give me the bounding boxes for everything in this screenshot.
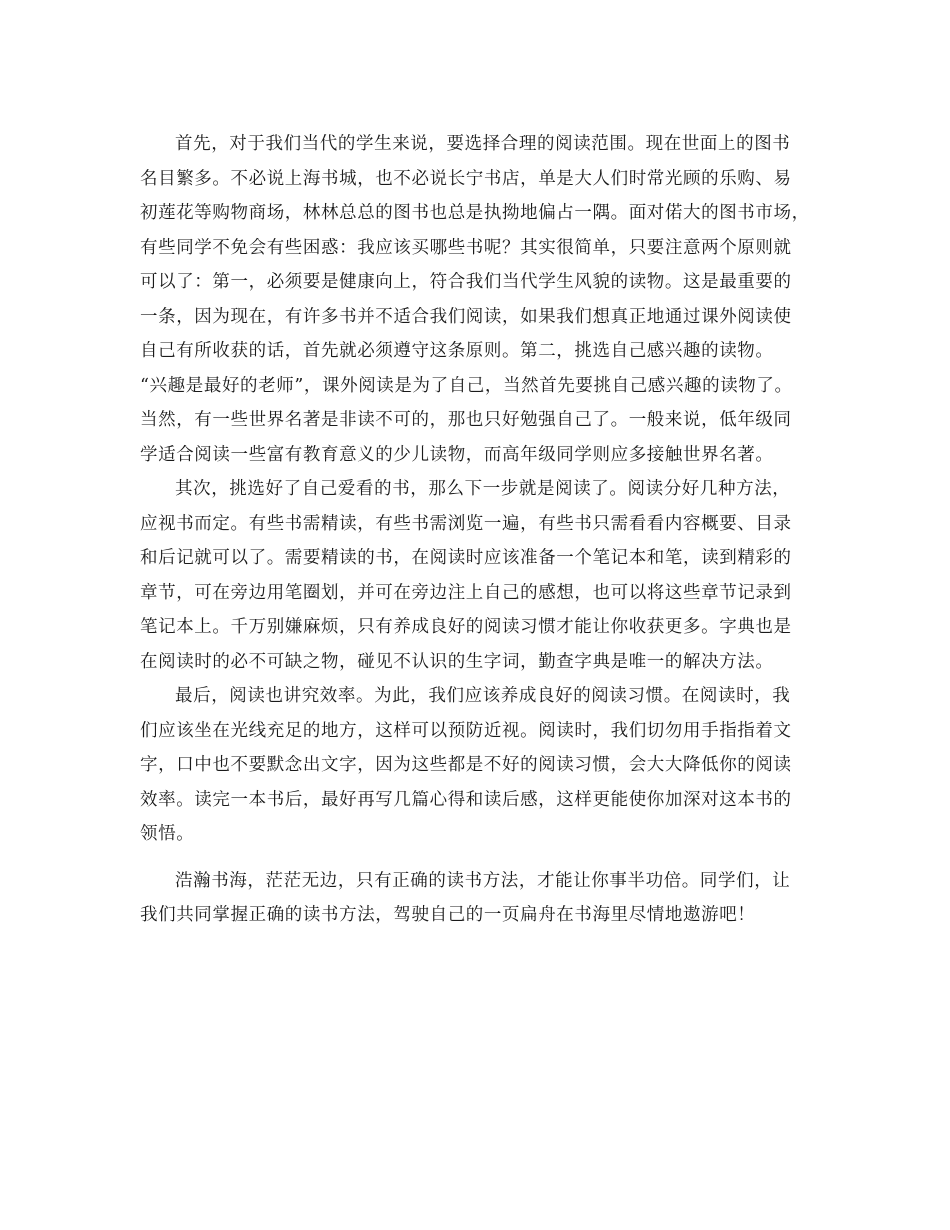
document-body (140, 127, 820, 933)
text-line: 一条，因为现在，有许多书并不适合我们阅读，如果我们想真正地通过课外阅读使 (140, 306, 792, 327)
text-line: 当然，有一些世界名著是非读不可的，那也只好勉强自己了。一般来说，低年级同 (140, 410, 792, 430)
text-line: 我们共同掌握正确的读书方法，驾驶自己的一页扁舟在书海里尽情地遨游吧！ (140, 905, 756, 925)
text-line: 领悟。 (140, 824, 195, 844)
text-line: 浩瀚书海，茫茫无边，只有正确的读书方法，才能让你事半功倍。同学们，让 (175, 870, 791, 891)
paragraph-1 (140, 127, 820, 472)
text-line: 其次，挑选好了自己爱看的书，那么下一步就是阅读了。阅读分好几种方法， (175, 479, 791, 499)
paragraph-4 (140, 864, 820, 933)
text-line: 最后，阅读也讲究效率。为此，我们应该养成良好的阅读习惯。在阅读时，我 (175, 686, 791, 706)
text-line: 章节，可在旁边用笔圈划，并可在旁边注上自己的感想，也可以将这些章节记录到 (140, 582, 792, 603)
text-line: 在阅读时的必不可缺之物，碰见不认识的生字词，勤查字典是唯一的解决方法。 (140, 651, 774, 672)
paragraph-3 (140, 679, 820, 852)
text-line: 字，口中也不要默念出文字，因为这些都是不好的阅读习惯，会大大降低你的阅读 (140, 755, 792, 775)
text-line: 和后记就可以了。需要精读的书，在阅读时应该准备一个笔记本和笔，读到精彩的 (140, 548, 792, 568)
text-line: 自己有所收获的话，首先就必须遵守这条原则。第二，挑选自己感兴趣的读物。 (140, 341, 774, 361)
text-line: 们应该坐在光线充足的地方，这样可以预防近视。阅读时，我们切勿用手指指着文 (140, 720, 792, 741)
text-line: 可以了：第一，必须要是健康向上，符合我们当代学生风貌的读物。这是最重要的 (140, 272, 792, 292)
text-line: “兴趣是最好的老师”，课外阅读是为了自己，当然首先要挑自己感兴趣的读物了。 (140, 375, 793, 396)
paragraph-2 (140, 472, 820, 679)
paragraph-spacer (140, 852, 820, 864)
text-line: 效率。读完一本书后，最好再写几篇心得和读后感，这样更能使你加深对这本书的 (140, 789, 792, 810)
text-line: 有些同学不免会有些困惑：我应该买哪些书呢？其实很简单，只要注意两个原则就 (140, 237, 792, 258)
text-line: 初莲花等购物商场，林林总总的图书也总是执拗地偏占一隅。面对偌大的图书市场， (140, 203, 810, 223)
text-line: 学适合阅读一些富有教育意义的少儿读物，而高年级同学则应多接触世界名著。 (140, 444, 774, 465)
text-line: 名目繁多。不必说上海书城，也不必说长宁书店，单是大人们时常光顾的乐购、易 (140, 168, 792, 189)
text-line: 首先，对于我们当代的学生来说，要选择合理的阅读范围。现在世面上的图书 (175, 134, 791, 154)
text-line: 笔记本上。千万别嫌麻烦，只有养成良好的阅读习惯才能让你收获更多。字典也是 (140, 617, 792, 637)
text-line: 应视书而定。有些书需精读，有些书需浏览一遍，有些书只需看看内容概要、目录 (140, 513, 792, 534)
